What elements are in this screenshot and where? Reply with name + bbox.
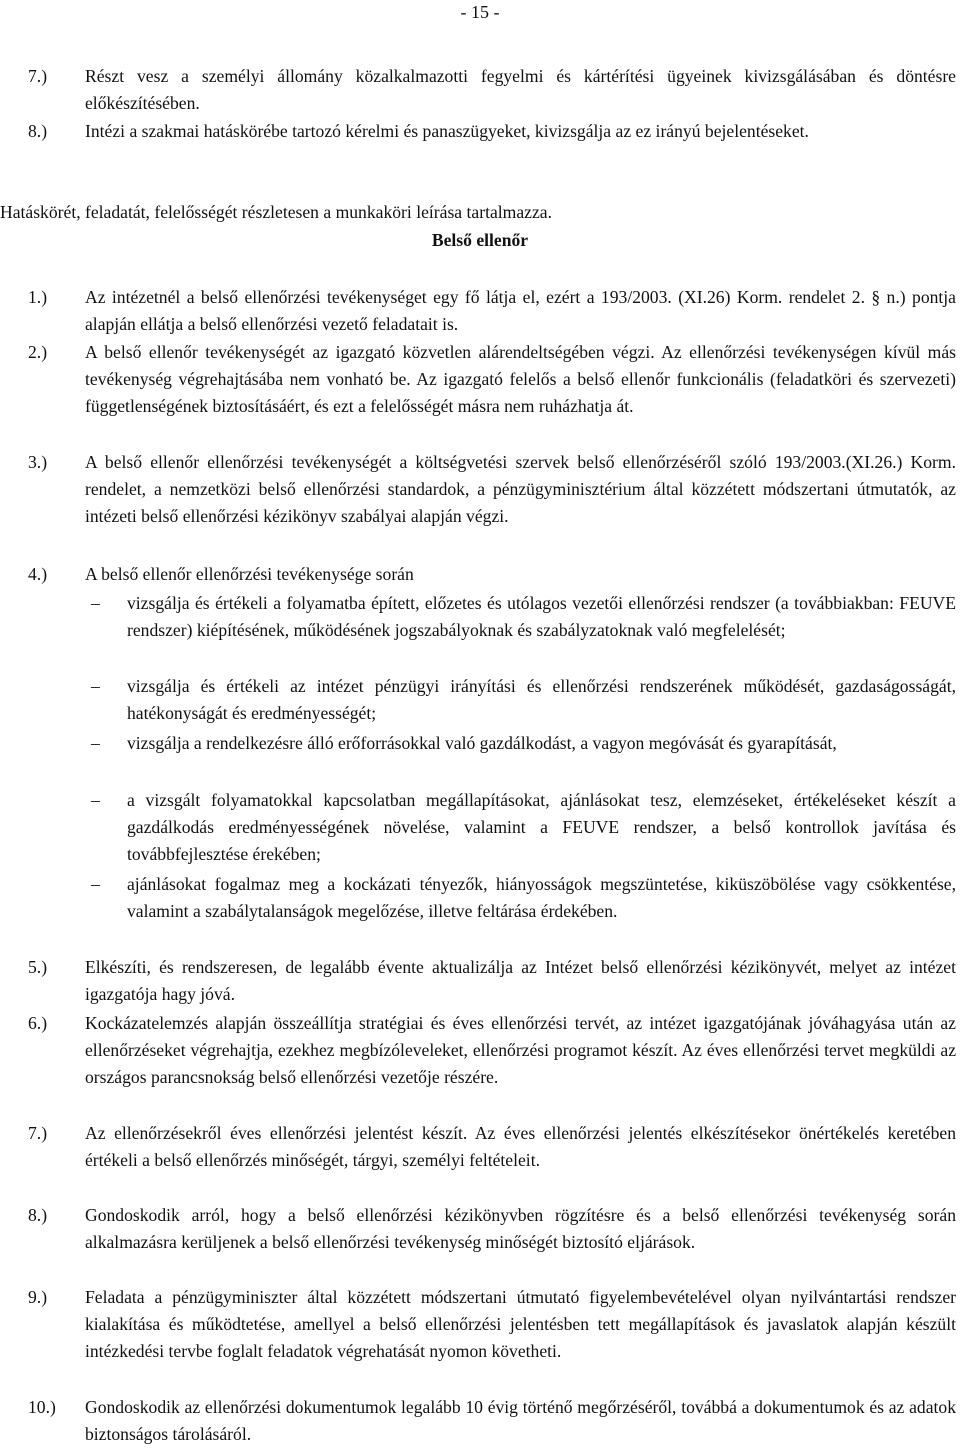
item-number: 9.) (28, 1287, 48, 1307)
bullet-text: vizsgálja és értékeli az intézet pénzügyi irányítási és ellenőrzési rendszerének működését, gazdaságosságát, hatékonyságát és eredményességét; (127, 676, 956, 724)
item-number: 7.) (28, 66, 48, 86)
item-number: 6.) (28, 1013, 48, 1033)
list-item (28, 449, 956, 531)
bullet-text: ajánlásokat fogalmaz meg a kockázati tényezők, hiányosságok megszüntetése, kiküszöbölése vagy csökkentése, valamint a szabálytalanságok megelőzése, illetve feltárása érdekében. (127, 874, 956, 922)
dash-marker: – (91, 676, 100, 696)
bullet-text: vizsgálja és értékeli a folyamatba épített, előzetes és utólagos vezetői ellenőrzési rendszer (a továbbiakban: FEUVE rendszer) kiépítésének, működésének jogszabályoknak és szabályzatoknak való megfelelését; (127, 593, 956, 641)
item-text: A belső ellenőr ellenőrzési tevékenysége során (85, 564, 414, 584)
list-item (28, 63, 956, 117)
item-number: 3.) (28, 452, 48, 472)
list-item (28, 1120, 956, 1174)
dash-marker: – (91, 593, 100, 613)
item-number: 10.) (28, 1397, 56, 1417)
item-text: Az ellenőrzésekről éves ellenőrzési jelentést készít. Az éves ellenőrzési jelentés elkészítésekor önértékelés keretében értékeli a belső ellenőrzés minőségét, tárgyi, személyi feltételeit. (85, 1123, 956, 1171)
list-item (28, 1284, 956, 1366)
item-text: Elkészíti, és rendszeresen, de legalább évente aktualizálja az Intézet belső ellenőrzési kézikönyvét, melyet az intézet igazgatója hagy jóvá. (85, 957, 956, 1005)
list-item (28, 954, 956, 1008)
scope-sentence: Hatáskörét, feladatát, felelősségét részletesen a munkaköri leírása tartalmazza. (0, 202, 552, 222)
dash-marker: – (91, 874, 100, 894)
dash-marker: – (91, 733, 100, 753)
list-item (28, 118, 956, 145)
bullet-item (28, 673, 956, 727)
bullet-text: vizsgálja a rendelkezésre álló erőforrásokkal való gazdálkodást, a vagyon megóvását és gyarapítását, (127, 733, 837, 753)
list-item (28, 1202, 956, 1256)
item-text: Gondoskodik az ellenőrzési dokumentumok legalább 10 évig történő megőrzéséről, továbbá a dokumentumok és az adatok biztonságos tárolásáról. (85, 1397, 956, 1445)
item-number: 1.) (28, 287, 48, 307)
item-number: 8.) (28, 121, 48, 141)
bullet-item (28, 787, 956, 869)
item-number: 4.) (28, 564, 48, 584)
item-text: Kockázatelemzés alapján összeállítja stratégiai és éves ellenőrzési tervét, az intézet igazgatójának jóváhagyása után az ellenőrzéseket végrehajtja, ezekhez megbízóleveleket, ellenőrzési programot készít. Az éves ellenőrzési tervet megküldi az országos parancsnokság belső ellenőrzési vezetője részére. (85, 1013, 956, 1088)
item-number: 5.) (28, 957, 48, 977)
item-number: 7.) (28, 1123, 48, 1143)
section-heading: Belső ellenőr (431, 230, 529, 250)
list-item (28, 1010, 956, 1092)
item-text: Az intézetnél a belső ellenőrzési tevékenységet egy fő látja el, ezért a 193/2003. (XI.26) Korm. rendelet 2. § n.) pontja alapján ellátja a belső ellenőrzési vezető feladatait is. (85, 287, 956, 335)
item-text: Feladata a pénzügyminiszter által közzétett módszertani útmutató figyelembevételével olyan nyilvántartási rendszer kialakítása és működtetése, amellyel a belső ellenőrzési jelentésben tett megállapítások és javaslatok alapján készült intézkedési tervbe foglalt feladatok végrehatását nyomon követheti. (85, 1287, 956, 1362)
dash-marker: – (91, 790, 100, 810)
item-text: A belső ellenőr tevékenységét az igazgató közvetlen alárendeltségében végzi. Az ellenőrzési tevékenységen kívül más tevékenység végrehajtásába nem vonható be. Az igazgató felelős a belső ellenőr funkcionális (feladatköri és szervezeti) függetlenségének biztosításáért, és ezt a felelősségét másra nem ruházhatja át. (85, 342, 956, 417)
bullet-text: a vizsgált folyamatokkal kapcsolatban megállapításokat, ajánlásokat tesz, elemzéseket, értékeléseket készít a gazdálkodás eredményességének növelése, valamint a FEUVE rendszer, a belső kontrollok javítása és továbbfejlesztése érekében; (127, 790, 956, 865)
item-text: A belső ellenőr ellenőrzési tevékenységét a költségvetési szervek belső ellenőrzéséről szóló 193/2003.(XI.26.) Korm. rendelet, a nemzetközi belső ellenőrzési standardok, a pénzügyminisztérium által közzétett módszertani útmutatók, az intézeti belső ellenőrzési kézikönyv szabályai alapján végzi. (85, 452, 956, 527)
bullet-item (28, 590, 956, 644)
item-number: 2.) (28, 342, 48, 362)
bullet-item (28, 871, 956, 925)
list-item (28, 1394, 956, 1448)
item-text: Részt vesz a személyi állomány közalkalmazotti fegyelmi és kártérítési ügyeinek kivizsgálásában és döntésre előkészítésében. (85, 66, 956, 114)
list-item (28, 284, 956, 338)
page-number: - 15 - (460, 2, 500, 22)
bullet-item (28, 730, 956, 757)
item-text: Gondoskodik arról, hogy a belső ellenőrzési kézikönyvben rögzítésre és a belső ellenőrzési tevékenység során alkalmazásra kerüljenek a belső ellenőrzési tevékenység minőségét biztosító eljárások. (85, 1205, 956, 1253)
item-text: Intézi a szakmai hatáskörébe tartozó kérelmi és panaszügyeket, kivizsgálja az ez irányú bejelentéseket. (85, 121, 809, 141)
item-number: 8.) (28, 1205, 48, 1225)
list-item (28, 339, 956, 421)
list-item (28, 561, 956, 588)
